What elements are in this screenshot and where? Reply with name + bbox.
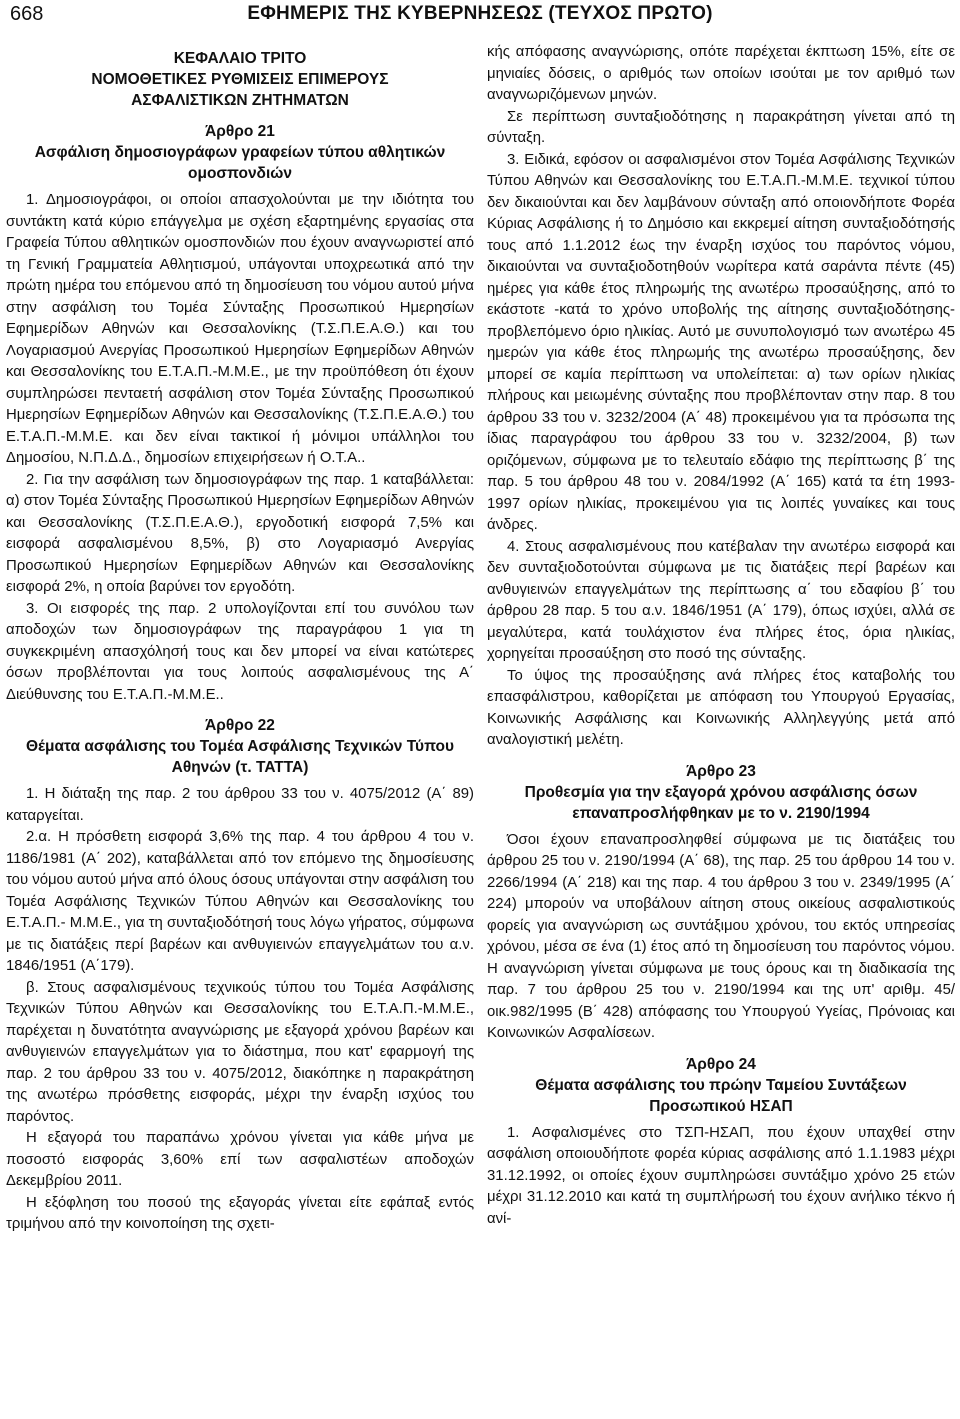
chapter-line: ΚΕΦΑΛΑΙΟ ΤΡΙΤΟ <box>173 50 307 67</box>
paragraph: Όσοι έχουν επαναπροσληφθεί σύμφωνα με τις διατάξεις του άρθρου 25 του ν. 2190/1994 (Α΄ 68), της παρ. 25 του άρθρου 14 του ν. 2266/1994 (Α΄ 218) και της παρ. 4 του άρθρου 3 του ν. 2349/1995 (Α΄ 224) μπορούν να υποβάλουν αίτηση στους οικείους ασφαλιστικούς φορείς για αναγνώριση ως συντάξιμου χρόνου, του εκτός υπηρεσίας χρόνου, μέσα σε ένα (1) έτος από τη δημοσίευση του παρόντος νόμου. Η αναγνώριση γίνεται σύμφωνα με τους όρους και τη διαδικασία της παρ. 7 του άρθρου 25 του ν. 2190/1994 και της υπ' αριθμ. 45/οικ.982/1995 (Β΄ 428) απόφασης του Υπουργού Υγείας, Πρόνοιας και Κοινωνικών Ασφαλίσεων. <box>487 831 955 1041</box>
paragraph: Το ύψος της προσαύξησης ανά πλήρες έτος καταβολής του επασφάλιστρου, καθορίζεται με απόφαση του Υπουργού Εργασίας, Κοινωνικής Ασφάλισης και Κοινωνικής Αλληλεγγύης μετά από αναλογιστική μελέτη. <box>487 667 955 748</box>
article-23-title: Προθεσμία για την εξαγορά χρόνου ασφάλισης όσων επαναπροσλήφθηκαν με το ν. 2190/1994 <box>524 783 918 822</box>
paragraph: 1. Η διάταξη της παρ. 2 του άρθρου 33 του ν. 4075/2012 (Α΄ 89) καταργείται. <box>6 786 474 824</box>
paragraph: 1. Δημοσιογράφοι, οι οποίοι απασχολούνται με την ιδιότητα του συντάκτη κατά κύριο επάγγελμα με σχέση εξαρτημένης εργασίας στα Γραφεία Τύπου αθλητικών ομοσπονδιών που έχουν αναγνωριστεί από τη Γενική Γραμματεία Αθλητισμού, υπάγονται υποχρεωτικά από την πρώτη ημέρα του επόμενου από τη δημοσίευση του νόμου αυτού μήνα στην ασφάλιση του Τομέα Σύνταξης Προσωπικού Ημερησίων Εφημερίδων Αθηνών και Θεσσαλονίκης (Τ.Σ.Π.Ε.Α.Θ.) και του Λογαριασμού Ανεργίας Προσωπικού Ημερησίων Εφημερίδων Αθηνών και Θεσσαλονίκης του Ε.Τ.Α.Π.-Μ.Μ.Ε., με την προϋπόθεση ότι έχουν συμπληρώσει πενταετή ασφάλιση στον Τομέα Σύνταξης Προσωπικού Ημερησίων Εφημερίδων Αθηνών και Θεσσαλονίκης (Τ.Σ.Π.Ε.Α.Θ.) του Ε.Τ.Α.Π.-Μ.Μ.Ε. και δεν είναι τακτικοί ή μόνιμοι υπάλληλοι του Δημοσίου, Ν.Π.Δ.Δ., δημοσίων επιχειρήσεων ή Ο.Τ.Α.. <box>6 192 474 466</box>
paragraph: Η εξόφληση του ποσού της εξαγοράς γίνεται είτε εφάπαξ εντός τριμήνου από την κοινοποίηση της σχετι- <box>6 1194 474 1232</box>
paragraph: β. Στους ασφαλισμένους τεχνικούς τύπου του Τομέα Ασφάλισης Τεχνικών Τύπου Αθηνών και Θεσσαλονίκης του Ε.Τ.Α.Π.-Μ.Μ.Ε., παρέχεται η δυνατότητα αναγνώρισης με εξαγορά χρόνου βαρέων και ανθυγιεινών επαγγελμάτων για το διάστημα, που κατ' εφαρμογή της παρ. 2 του άρθρου 33 του ν. 4075/2012, διακόπηκε η παρακράτηση της ανωτέρω πρόσθετης εισφοράς, μέχρι την έναρξη ισχύος του παρόντος. <box>6 979 474 1125</box>
article-23-number: Άρθρο 23 <box>686 762 756 780</box>
article-24-title: Θέματα ασφάλισης του πρώην Ταμείου Συντάξεων Προσωπικού ΗΣΑΠ <box>535 1076 907 1115</box>
article-22-number: Άρθρο 22 <box>205 717 275 734</box>
left-column <box>6 42 474 1236</box>
paragraph: κής απόφασης αναγνώρισης, οπότε παρέχεται έκπτωση 15%, είτε σε μηνιαίες δόσεις, ο αριθμός των οποίων ισούται με τον αριθμό των αναγνωριζόμενων μηνών. <box>487 44 955 103</box>
article-22-title: Θέματα ασφάλισης του Τομέα Ασφάλισης Τεχνικών Τύπου Αθηνών (τ. ΤΑΤΤΑ) <box>25 738 454 776</box>
paragraph: 1. Ασφαλισμένες στο ΤΣΠ-ΗΣΑΠ, που έχουν υπαχθεί στην ασφάλιση οποιουδήποτε φορέα κύριας ασφάλισης από 1.1.1983 μέχρι 31.12.1992, οι οποίες έχουν συμπληρώσει συντάξιμο χρόνο 25 ετών μέχρι 31.12.2010 και κατά τη συμπλήρωσή του έχουν ανήλικο τέκνο ή ανί- <box>487 1124 955 1227</box>
right-column <box>487 42 955 1230</box>
paragraph: Η εξαγορά του παραπάνω χρόνου γίνεται για κάθε μήνα με ποσοστό εισφοράς 3,60% επί των ασφαλιστέων αποδοχών Δεκεμβρίου 2011. <box>6 1130 474 1189</box>
paragraph: 3. Ειδικά, εφόσον οι ασφαλισμένοι στον Τομέα Ασφάλισης Τεχνικών Τύπου Αθηνών και Θεσσαλονίκης του Ε.Τ.Α.Π.-Μ.Μ.Ε. τεχνικοί τύπου δεν δικαιούνται και δεν λαμβάνουν σύνταξη από οποιονδήποτε Φορέα Κύριας Ασφάλισης ή το Δημόσιο και εκκρεμεί αίτηση συνταξιοδότησής τους από 1.1.2012 έως την έναρξη ισχύος του παρόντος νόμου, δικαιούνται να συνταξιοδοτηθούν νωρίτερα κατά σαράντα πέντε (45) ημέρες για κάθε έτος πληρωμής της ανωτέρω προσαύξησης, από το εκάστοτε -κατά το χρόνο υποβολής της αίτησης συνταξιοδότησης- προβλεπόμενο όριο ηλικίας. Αυτό με συνυπολογισμό των ανωτέρω 45 ημερών για κάθε έτος πληρωμής της ανωτέρω προσαύξησης, δεν μπορεί σε καμία περίπτωση να υπολείπεται: α) των ορίων ηλικίας πλήρους και μειωμένης σύνταξης που προβλέπονταν στην παρ. 8 του άρθρου 33 του ν. 3232/2004 (Α΄ 48) προκειμένου για τα πρόσωπα της ίδιας παραγράφου του άρθρου 33 του ν. 3232/2004, β) των οριζόμενων, σύμφωνα με το τελευταίο εδάφιο της περίπτωσης β΄ της παρ. 5 του άρθρου 48 του ν. 2084/1992 (Α΄ 165) κατά τα έτη 1993-1997 ορίων ηλικίας, προκειμένου για τις λοιπές γυναίκες και τους άνδρες. <box>487 151 955 533</box>
paragraph: 2.α. Η πρόσθετη εισφορά 3,6% της παρ. 4 του άρθρου 4 του ν. 1186/1981 (Α΄ 202), καταβάλλεται από τον επόμενο της δημοσίευσης του νόμου αυτού μήνα από όλους όσους υπάγονται στην ασφάλιση του Τομέα Ασφάλισης Τεχνικών Τύπου Αθηνών και Θεσσαλονίκης του Ε.Τ.Α.Π.- Μ.Μ.Ε., για τη συνταξιοδότησή τους λόγω γήρατος, σύμφωνα με τις διατάξεις περί βαρέων και ανθυγιεινών επαγγελμάτων του α.ν. 1846/1951 (Α΄179). <box>6 829 474 974</box>
page-number: 668 <box>10 3 44 25</box>
paragraph: 4. Στους ασφαλισμένους που κατέβαλαν την ανωτέρω εισφορά και δεν συνταξιοδοτούνται σύμφωνα με τις διατάξεις περί βαρέων και ανθυγιεινών επαγγελμάτων της περίπτωσης α΄ του εδαφίου β΄ του άρθρου 28 παρ. 5 του α.ν. 1846/1951 (Α΄ 179), όπως ισχύει, αλλά σε μεγαλύτερα, κατά τουλάχιστον ένα πλήρες έτος, όρια ηλικίας, χορηγείται προσαύξηση στο ποσό της σύνταξης. <box>487 538 955 662</box>
chapter-line: ΝΟΜΟΘΕΤΙΚΕΣ ΡΥΘΜΙΣΕΙΣ ΕΠΙΜΕΡΟΥΣ <box>91 71 389 88</box>
article-24-number: Άρθρο 24 <box>686 1055 756 1073</box>
chapter-line: ΑΣΦΑΛΙΣΤΙΚΩΝ ΖΗΤΗΜΑΤΩΝ <box>131 92 349 109</box>
running-title: ΕΦΗΜΕΡΙΣ ΤΗΣ ΚΥΒΕΡΝΗΣΕΩΣ (ΤΕΥΧΟΣ ΠΡΩΤΟ) <box>247 3 713 24</box>
paragraph: 3. Οι εισφορές της παρ. 2 υπολογίζονται επί του συνόλου των αποδοχών των δημοσιογράφων της παραγράφου 1 για τη συγκεκριμένη απασχόλησή τους και δεν μπορεί να είναι κατώτερες όσων προβλέπονται για τους λοιπούς ασφαλισμένους της Α΄ Διεύθυνσης του Ε.Τ.Α.Π.-Μ.Μ.Ε.. <box>6 600 474 703</box>
article-21-title: Ασφάλιση δημοσιογράφων γραφείων τύπου αθλητικών ομοσπονδιών <box>34 144 446 182</box>
paragraph: Σε περίπτωση συνταξιοδότησης η παρακράτηση γίνεται από τη σύνταξη. <box>487 108 955 146</box>
article-21-number: Άρθρο 21 <box>205 123 275 140</box>
chapter-heading <box>6 48 474 111</box>
paragraph: 2. Για την ασφάλιση των δημοσιογράφων της παρ. 1 καταβάλλεται: α) στον Τομέα Σύνταξης Προσωπικού Ημερησίων Εφημερίδων Αθηνών και Θεσσαλονίκης (Τ.Σ.Π.Ε.Α.Θ.), εργοδοτική εισφορά 7,5% και εισφορά ασφαλισμένου 8,5%, β) στο Λογαριασμό Ανεργίας Προσωπικού Ημερησίων Εφημερίδων Αθηνών και Θεσσαλονίκης εισφορά 2%, η οποία βαρύνει τον εργοδότη. <box>6 471 474 595</box>
page-header <box>0 0 960 36</box>
